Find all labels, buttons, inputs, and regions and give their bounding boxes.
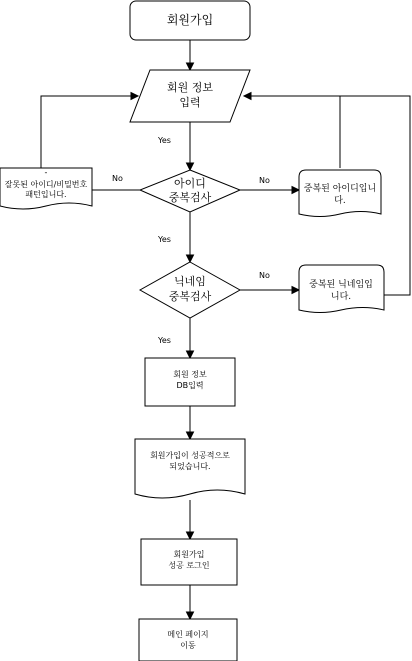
arrowhead	[187, 532, 194, 539]
start-node	[130, 1, 250, 40]
arrowhead	[187, 255, 194, 262]
arrowhead	[187, 612, 194, 619]
success-doc	[135, 439, 245, 498]
arrowhead	[244, 93, 251, 100]
success-line1: 회원가입이 성공적으로	[150, 451, 230, 460]
input-node	[130, 70, 250, 122]
arrowhead	[292, 187, 299, 194]
dup-id-line1: 중복된 아이디입니	[303, 184, 377, 194]
db-insert-node	[145, 358, 235, 406]
label-no-nick: No	[259, 271, 270, 280]
dup-nick-doc	[299, 265, 384, 313]
input-label-line1: 회원 정보	[166, 81, 214, 94]
nick-check-line1: 닉네임	[174, 275, 206, 288]
label-no-id-left: No	[112, 174, 123, 183]
input-label-line2: 입력	[179, 96, 201, 109]
arrowhead	[187, 163, 194, 170]
connectors	[41, 40, 410, 619]
arrowhead	[187, 351, 194, 358]
nick-check-node	[140, 262, 240, 318]
auto-login-node	[141, 539, 237, 585]
id-check-node	[140, 170, 240, 212]
invalid-doc-line1: 잘못된 아이디/비밀번호	[4, 180, 88, 189]
nick-check-line2: 중복검사	[168, 290, 212, 303]
arrowhead	[187, 63, 194, 70]
main-page-line2: 이동	[180, 641, 196, 650]
label-yes-id: Yes	[158, 235, 171, 244]
main-page-line1: 메인 페이지	[167, 630, 209, 639]
success-line2: 되었습니다.	[169, 462, 211, 471]
loop-invalid-to-input	[41, 96, 131, 177]
id-check-line2: 중복검사	[168, 191, 212, 204]
arrowhead	[292, 287, 299, 294]
invalid-pattern-doc	[0, 168, 92, 209]
db-insert-line2: DB입력	[176, 381, 204, 390]
label-yes-nick: Yes	[158, 336, 171, 345]
arrowhead	[187, 432, 194, 439]
dup-nick-line2: 니다.	[330, 292, 352, 302]
invalid-doc-line2: 패턴입니다.	[25, 190, 67, 199]
label-yes-input: Yes	[158, 136, 171, 145]
auto-login-line1: 회원가입	[173, 550, 205, 559]
db-insert-line1: 회원 정보	[173, 370, 207, 379]
dup-id-line2: 다.	[334, 196, 346, 206]
main-page-node	[139, 619, 237, 661]
arrowhead	[131, 93, 138, 100]
label-no-id-right: No	[259, 176, 270, 185]
start-label: 회원가입	[166, 13, 214, 27]
dup-nick-line1: 중복된 닉네임입	[309, 280, 373, 290]
invalid-doc-mark: -	[44, 168, 48, 177]
dup-id-doc	[299, 170, 381, 217]
auto-login-line2: 성공 로그인	[168, 561, 210, 570]
id-check-line1: 아이디	[174, 177, 206, 190]
